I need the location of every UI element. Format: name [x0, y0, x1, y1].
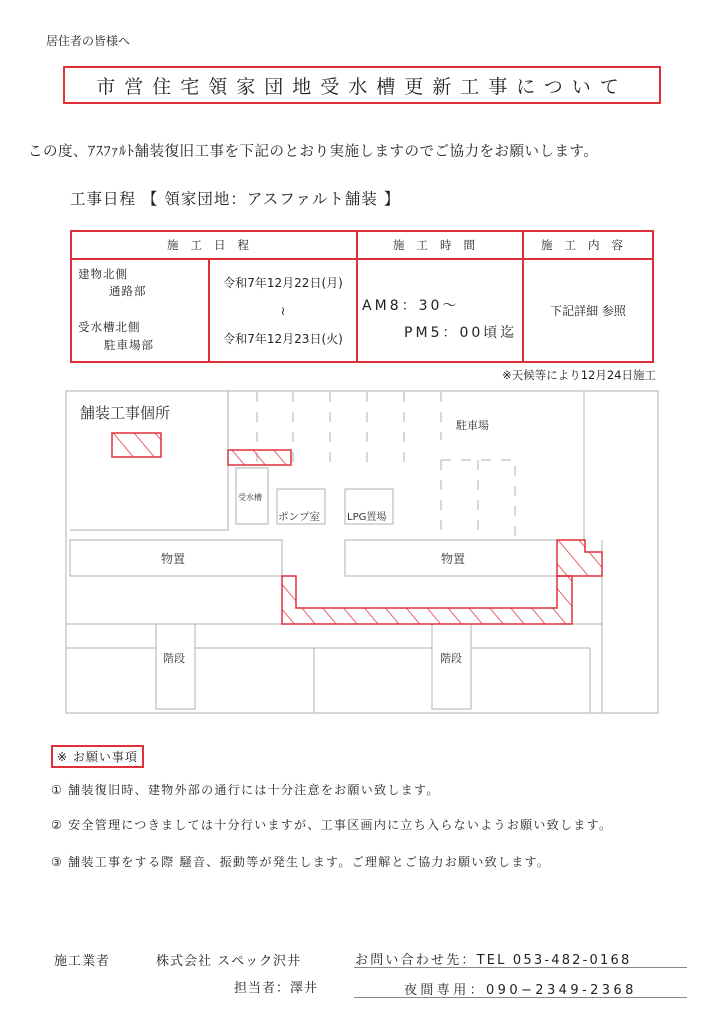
storage-right-label: 物置	[441, 552, 466, 566]
paving-area-main	[282, 576, 572, 624]
water-tank-label: 受水槽	[238, 493, 262, 502]
note-item: ③ 舗装工事をする際 騒音、振動等が発生します。ご理解とご協力お願い致します。	[51, 855, 551, 869]
date-end: 令和7年12月23日(火)	[223, 331, 343, 346]
paving-area-north	[228, 450, 291, 465]
notes-heading: ※ お願い事項	[51, 745, 144, 768]
date-start: 令和7年12月22日(月)	[223, 275, 343, 290]
legend-label: 舗装工事個所	[80, 404, 171, 422]
header-schedule: 施工日程	[71, 231, 357, 259]
stairs-right-box	[432, 624, 471, 709]
note-item: ② 安全管理につきましては十分行いますが、工事区画内に立ち入らないようお願い致します。	[51, 818, 613, 832]
night-contact: 夜間専用：090−2349-2368	[404, 983, 637, 998]
intro-text: この度、ｱｽﾌｧﾙﾄ舗装復旧工事を下記のとおり実施しますのでご協力をお願いします。	[28, 144, 599, 160]
weather-note: ※天候等により12月24日施工	[502, 368, 656, 382]
greeting: 居住者の皆様へ	[46, 34, 131, 48]
storage-left-label: 物置	[161, 552, 186, 566]
company-name: 株式会社 スペック沢井	[156, 954, 302, 969]
location2-line1: 受水槽北側	[78, 320, 141, 334]
paving-area-east	[557, 540, 602, 576]
stairs-left-box	[156, 624, 195, 709]
schedule-heading: 工事日程 【 領家団地：アスファルト舗装 】	[70, 190, 401, 208]
night-underline	[354, 997, 687, 998]
stairs-left-label: 階段	[163, 652, 185, 665]
tel-underline	[354, 967, 687, 968]
person-in-charge: 担当者：澤井	[234, 981, 319, 996]
page-title-text: 市営住宅領家団地受水槽更新工事について	[96, 75, 628, 98]
header-time: 施工時間	[357, 231, 523, 259]
stairs-right-label: 階段	[440, 652, 462, 665]
time-end: PM5：00頃迄	[404, 325, 518, 341]
date-separator: ≀	[280, 303, 286, 318]
time-start: AM8：30～	[362, 298, 460, 314]
location1-line2: 通路部	[109, 284, 147, 298]
location1-line1: 建物北側	[78, 267, 128, 281]
tel-contact: お問い合わせ先：TEL 053-482-0168	[355, 953, 632, 968]
lpg-label: LPG置場	[347, 512, 387, 523]
parking-label: 駐車場	[456, 419, 489, 432]
note-item: ① 舗装復旧時、建物外部の通行には十分注意をお願い致します。	[51, 783, 440, 797]
content-cell: 下記詳細 参照	[523, 259, 653, 362]
header-content: 施工内容	[523, 231, 653, 259]
location2-line2: 駐車場部	[104, 338, 154, 352]
legend-hatch	[112, 433, 161, 457]
pump-room-label: ポンプ室	[278, 511, 320, 523]
contractor-label: 施工業者	[54, 954, 111, 969]
